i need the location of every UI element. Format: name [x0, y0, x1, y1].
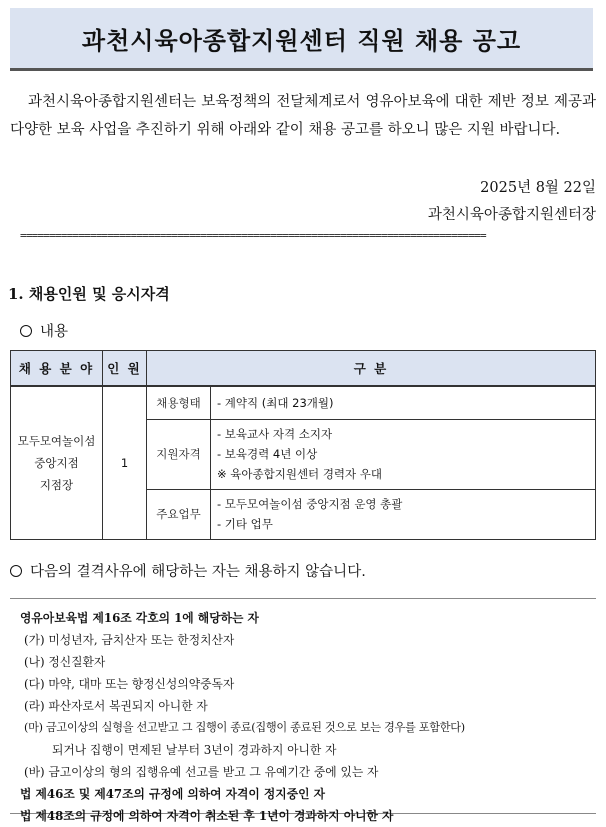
field-line: 모두모여놀이섬: [17, 433, 96, 448]
content-subheading-label: 내용: [40, 324, 69, 340]
row-label: 채용형태: [147, 386, 211, 419]
disqualification-law46: 법 제46조 및 제47조의 규정에 의하여 자격이 정지중인 자: [20, 787, 326, 801]
separator-line: ================================================================================: [20, 229, 486, 242]
row-label: 지원자격: [147, 419, 211, 489]
count-cell: 1: [103, 386, 147, 539]
header-count: 인 원: [103, 351, 147, 387]
disqualification-item: (다) 마약, 대마 또는 향정신성의약중독자: [24, 677, 235, 691]
detail-line: - 기타 업무: [217, 517, 273, 531]
notice-date: 2025년 8월 22일: [480, 180, 596, 196]
circle-bullet-icon: [10, 565, 22, 577]
recruitment-table: [10, 350, 596, 540]
disqualification-heading-text: 다음의 결격사유에 해당하는 자는 채용하지 않습니다.: [30, 564, 366, 580]
disqualification-law48: 법 제48조의 규정에 의하여 자격이 취소된 후 1년이 경과하지 아니한 자: [20, 809, 394, 823]
circle-bullet-icon: [20, 325, 32, 337]
disqualification-item-continued: 되거나 집행이 면제된 날부터 3년이 경과하지 아니한 자: [52, 743, 337, 757]
header-category: 구 분: [147, 351, 596, 387]
field-line: 중앙지점: [34, 455, 79, 470]
page-title: 과천시육아종합지원센터 직원 채용 공고: [81, 26, 522, 55]
detail-line: - 계약직 (최대 23개월): [217, 395, 334, 410]
disqualification-item: (바) 금고이상의 형의 집행유예 선고를 받고 그 유예기간 중에 있는 자: [24, 765, 379, 779]
detail-line: - 모두모여놀이섬 중앙지점 운영 총괄: [217, 497, 403, 511]
disqualification-item: (가) 미성년자, 금치산자 또는 한정치산자: [24, 633, 235, 647]
field-cell: [11, 386, 103, 539]
content-subheading: [20, 320, 68, 341]
row-label: 주요업무: [147, 489, 211, 539]
row-detail: [211, 386, 596, 419]
detail-line: - 보육경력 4년 이상: [217, 447, 318, 461]
table-row: [11, 386, 596, 419]
row-detail: [211, 489, 596, 539]
issuing-organization: 과천시육아종합지원센터장: [427, 207, 596, 223]
disqualification-item: (나) 정신질환자: [24, 655, 106, 669]
disqualification-box: [10, 598, 596, 823]
section-heading-recruitment: 1. 채용인원 및 응시자격: [8, 285, 170, 303]
field-line: 지점장: [39, 477, 74, 492]
intro-paragraph: 과천시육아종합지원센터는 보육정책의 전달체계로서 영유아보육에 대한 제반 정보 제공과 다양한 보육 사업을 추진하기 위해 아래와 같이 채용 공고를 하오니 많은 지원 바랍니다.: [10, 94, 596, 138]
detail-line: ※ 육아종합지원센터 경력자 우대: [217, 467, 383, 481]
disqualification-heading: [10, 560, 366, 581]
disqualification-title: 영유아보육법 제16조 각호의 1에 해당하는 자: [20, 611, 259, 625]
disqualification-item: (마) 금고이상의 실형을 선고받고 그 집행이 종료(집행이 종료된 것으로 보는 경우를 포함한다): [24, 721, 465, 734]
header-field: 채 용 분 야: [11, 351, 103, 387]
detail-line: - 보육교사 자격 소지자: [217, 427, 333, 441]
title-banner: [10, 8, 593, 71]
table-header-row: [11, 351, 596, 387]
disqualification-item: (라) 파산자로서 복권되지 아니한 자: [24, 699, 208, 713]
row-detail: [211, 419, 596, 489]
